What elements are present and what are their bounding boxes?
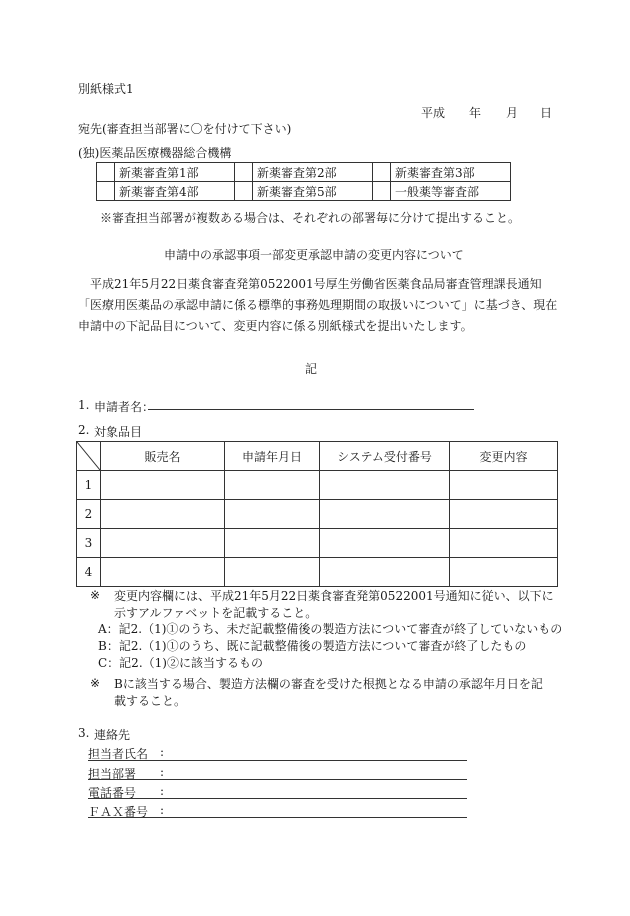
contact-colon: : xyxy=(160,765,165,779)
contact-label-department: 担当部署 xyxy=(88,767,137,781)
department-check-box[interactable] xyxy=(235,163,253,182)
contact-colon: : xyxy=(160,784,165,798)
section2-title: 対象品目 xyxy=(94,425,143,439)
table-cell[interactable] xyxy=(320,500,450,529)
table-cell[interactable] xyxy=(101,558,225,587)
section2-number: 2. xyxy=(78,423,90,437)
contact-input-line[interactable] xyxy=(88,779,467,780)
ki-heading: 記 xyxy=(305,362,318,376)
note-mark: ※ xyxy=(90,588,101,602)
date-day: 日 xyxy=(540,106,553,120)
column-header: 販売名 xyxy=(101,442,225,471)
department-check-box[interactable] xyxy=(97,182,115,201)
table-cell[interactable] xyxy=(450,558,558,587)
department-row xyxy=(97,182,511,201)
column-header: 変更内容 xyxy=(450,442,558,471)
department-name: 新薬審査第5部 xyxy=(253,182,373,201)
department-table xyxy=(96,162,511,201)
contact-colon: : xyxy=(160,803,165,817)
table-cell[interactable] xyxy=(450,471,558,500)
document-title: 申請中の承認事項一部変更承認申請の変更内容について xyxy=(164,248,464,262)
table-cell[interactable] xyxy=(450,500,558,529)
applicant-input-line[interactable] xyxy=(148,409,474,410)
addressee-instruction: 宛先(審査担当部署に〇を付けて下さい) xyxy=(78,122,292,136)
note-text: Bに該当する場合、製造方法欄の審査を受けた根拠となる申請の承認年月日を記載すること。 xyxy=(114,677,543,708)
table-cell[interactable] xyxy=(101,471,225,500)
table-row xyxy=(77,558,558,587)
column-header: 申請年月日 xyxy=(225,442,320,471)
contact-colon: : xyxy=(160,745,165,759)
table-cell[interactable] xyxy=(225,529,320,558)
department-name: 新薬審査第2部 xyxy=(253,163,373,182)
table-cell[interactable] xyxy=(320,529,450,558)
diagonal-line-icon xyxy=(77,442,100,470)
department-check-box[interactable] xyxy=(373,163,391,182)
organization-name: (独)医薬品医療機器総合機構 xyxy=(78,146,232,160)
department-check-box[interactable] xyxy=(373,182,391,201)
department-name: 新薬審査第1部 xyxy=(115,163,235,182)
contact-label-phone: 電話番号 xyxy=(88,786,137,800)
row-number: 1 xyxy=(77,471,101,500)
table-row xyxy=(77,529,558,558)
date-era: 平成 xyxy=(421,106,446,120)
table-cell[interactable] xyxy=(450,529,558,558)
department-name: 新薬審査第3部 xyxy=(391,163,511,182)
table-row xyxy=(77,471,558,500)
department-note: ※審査担当部署が複数ある場合は、それぞれの部署毎に分けて提出すること。 xyxy=(100,211,521,225)
contact-label-name: 担当者氏名 xyxy=(88,747,149,761)
note-item-b: B：記2.（1)①のうち、既に記載整備後の製造方法について審査が終了したもの xyxy=(98,639,527,653)
table-header-row xyxy=(77,442,558,471)
contact-label-fax: ＦＡＸ番号 xyxy=(88,805,149,819)
note-item-a: A：記2.（1)①のうち、未だ記載整備後の製造方法について審査が終了していないもの xyxy=(98,622,563,636)
table-cell[interactable] xyxy=(320,471,450,500)
table-cell[interactable] xyxy=(225,471,320,500)
body-paragraph: 平成21年5月22日薬食審査発第0522001号厚生労働省医薬食品局審査管理課長通知「医療用医薬品の承認申請に係る標準的事務処理期間の取扱いについて」に基づき、現在申請中の下記品目について、変更内容に係る別紙様式を提出いたします。 xyxy=(78,277,558,333)
department-check-box[interactable] xyxy=(97,163,115,182)
contact-input-line[interactable] xyxy=(88,817,467,818)
section3-title: 連絡先 xyxy=(94,728,131,742)
department-check-box[interactable] xyxy=(235,182,253,201)
note-mark: ※ xyxy=(90,676,101,690)
date-year: 年 xyxy=(469,106,482,120)
table-row xyxy=(77,500,558,529)
department-name: 一般薬等審査部 xyxy=(391,182,511,201)
note-text: 変更内容欄には、平成21年5月22日薬食審査発第0522001号通知に従い、以下に示すアルファベットを記載すること。 xyxy=(114,589,554,620)
row-number: 2 xyxy=(77,500,101,529)
table-cell[interactable] xyxy=(101,529,225,558)
row-number: 3 xyxy=(77,529,101,558)
table-cell[interactable] xyxy=(225,500,320,529)
row-number: 4 xyxy=(77,558,101,587)
department-name: 新薬審査第4部 xyxy=(115,182,235,201)
diagonal-corner-cell xyxy=(77,442,101,471)
table-cell[interactable] xyxy=(101,500,225,529)
table-cell[interactable] xyxy=(320,558,450,587)
table-cell[interactable] xyxy=(225,558,320,587)
contact-input-line[interactable] xyxy=(88,798,467,799)
section3-number: 3. xyxy=(78,726,90,740)
date-month: 月 xyxy=(506,106,519,120)
department-row xyxy=(97,163,511,182)
section1-number: 1. xyxy=(78,398,90,412)
column-header: システム受付番号 xyxy=(320,442,450,471)
form-label: 別紙様式1 xyxy=(78,82,134,96)
product-table xyxy=(76,441,558,587)
applicant-label: 申請者名： xyxy=(94,400,155,414)
note-item-c: C：記2.（1)②に該当するもの xyxy=(98,656,263,670)
contact-input-line[interactable] xyxy=(88,760,467,761)
